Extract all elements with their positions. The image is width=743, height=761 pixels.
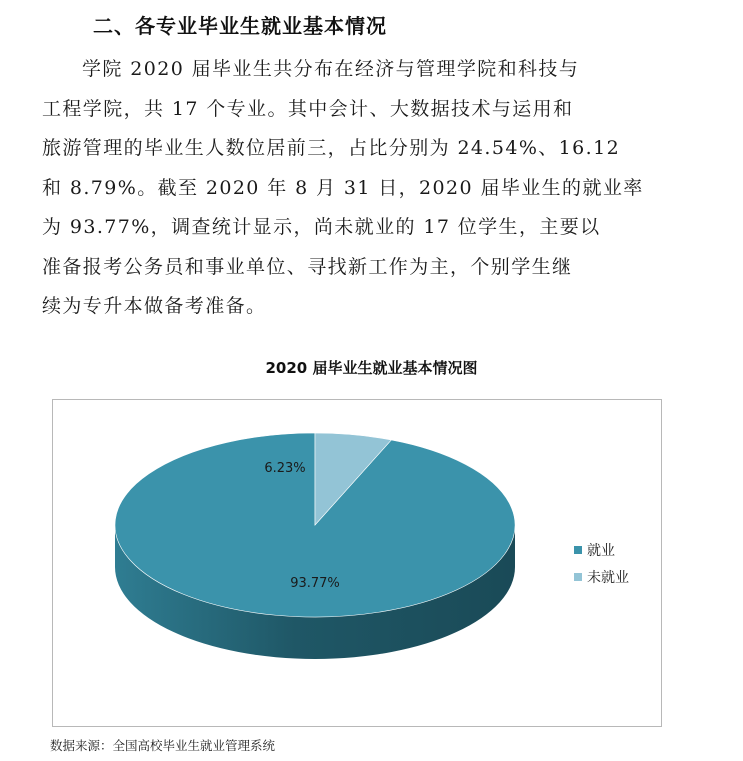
legend-label-employed: 就业 — [587, 542, 615, 559]
pie-chart — [52, 399, 662, 727]
chart-legend — [574, 536, 629, 590]
legend-item-unemployed — [574, 563, 629, 590]
legend-label-unemployed: 未就业 — [587, 569, 629, 586]
body-paragraph — [42, 50, 682, 327]
section-heading: 二、各专业毕业生就业基本情况 — [93, 14, 387, 38]
paragraph-line: 和 8.79%。截至 2020 年 8 月 31 日，2020 届毕业生的就业率 — [42, 176, 644, 199]
paragraph-line: 旅游管理的毕业生人数位居前三，占比分别为 24.54%、16.12 — [42, 137, 621, 159]
chart-title: 2020 届毕业生就业基本情况图 — [265, 359, 478, 377]
paragraph-line: 为 93.77%，调查统计显示，尚未就业的 17 位学生，主要以 — [42, 216, 601, 238]
paragraph-line: 准备报考公务员和事业单位、寻找新工作为主，个别学生继 — [42, 255, 573, 278]
paragraph-line: 工程学院，共 17 个专业。其中会计、大数据技术与运用和 — [42, 97, 574, 120]
source-note: 数据来源：全国高校毕业生就业管理系统 — [50, 738, 276, 753]
data-label-unemployed: 6.23% — [264, 461, 306, 476]
pie-chart-canvas — [53, 400, 661, 726]
legend-item-employed — [574, 536, 629, 563]
paragraph-line: 续为专升本做备考准备。 — [42, 295, 267, 317]
paragraph-line: 学院 2020 届毕业生共分布在经济与管理学院和科技与 — [82, 58, 580, 80]
legend-swatch-employed — [574, 546, 582, 554]
legend-swatch-unemployed — [574, 573, 582, 581]
data-label-employed: 93.77% — [290, 576, 340, 591]
